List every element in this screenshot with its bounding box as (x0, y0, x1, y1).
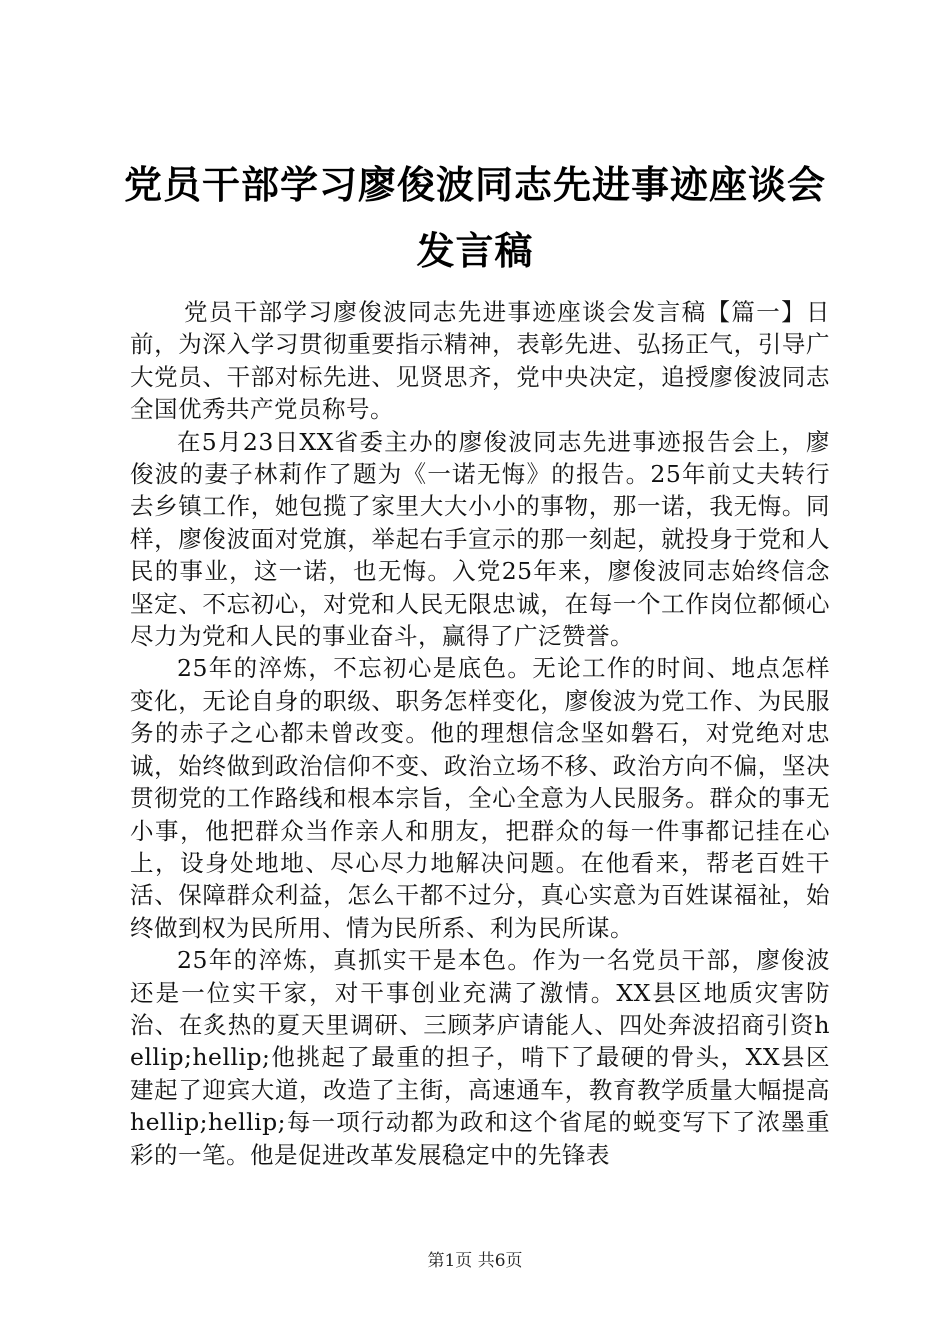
paragraph-1: 党员干部学习廖俊波同志先进事迹座谈会发言稿【篇一】日前，为深入学习贯彻重要指示精神，表彰先进、弘扬正气，引导广大党员、干部对标先进、见贤思齐，党中央决定，追授廖俊波同志全国优秀共产党员称号。 (130, 298, 830, 424)
page-number-footer: 第1页 共6页 (427, 1251, 523, 1271)
paragraph-3: 25年的淬炼，不忘初心是底色。无论工作的时间、地点怎样变化，无论自身的职级、职务怎样变化，廖俊波为党工作、为民服务的赤子之心都未曾改变。他的理想信念坚如磐石，对党绝对忠诚，始终做到政治信仰不变、政治立场不移、政治方向不偏，坚决贯彻党的工作路线和根本宗旨，全心全意为人民服务。群众的事无小事，他把群众当作亲人和朋友，把群众的每一件事都记挂在心上，设身处地地、尽心尽力地解决问题。在他看来，帮老百姓干活、保障群众利益，怎么干都不过分，真心实意为百姓谋福祉，始终做到权为民所用、情为民所系、利为民所谋。 (130, 654, 830, 942)
document-title: 党员干部学习廖俊波同志先进事迹座谈会发言稿 (123, 163, 826, 273)
paragraph-4: 25年的淬炼，真抓实干是本色。作为一名党员干部，廖俊波还是一位实干家，对干事创业充满了激情。XX县区地质灾害防治、在炙热的夏天里调研、三顾茅庐请能人、四处奔波招商引资hellip;hellip;他挑起了最重的担子，啃下了最硬的骨头，XX县区建起了迎宾大道，改造了主街，高速通车，教育教学质量大幅提高hellip;hellip;每一项行动都为政和这个省尾的蜕变写下了浓墨重彩的一笔。他是促进改革发展稳定中的先锋表 (130, 946, 830, 1169)
document-body (130, 296, 830, 1171)
paragraph-2: 在5月23日XX省委主办的廖俊波同志先进事迹报告会上，廖俊波的妻子林莉作了题为《一诺无悔》的报告。25年前丈夫转行去乡镇工作，她包揽了家里大大小小的事物，那一诺，我无悔。同样，廖俊波面对党旗，举起右手宣示的那一刻起，就投身于党和人民的事业，这一诺，也无悔。入党25年来，廖俊波同志始终信念坚定、不忘初心，对党和人民无限忠诚，在每一个工作岗位都倾心尽力为党和人民的事业奋斗，赢得了广泛赞誉。 (130, 427, 830, 651)
